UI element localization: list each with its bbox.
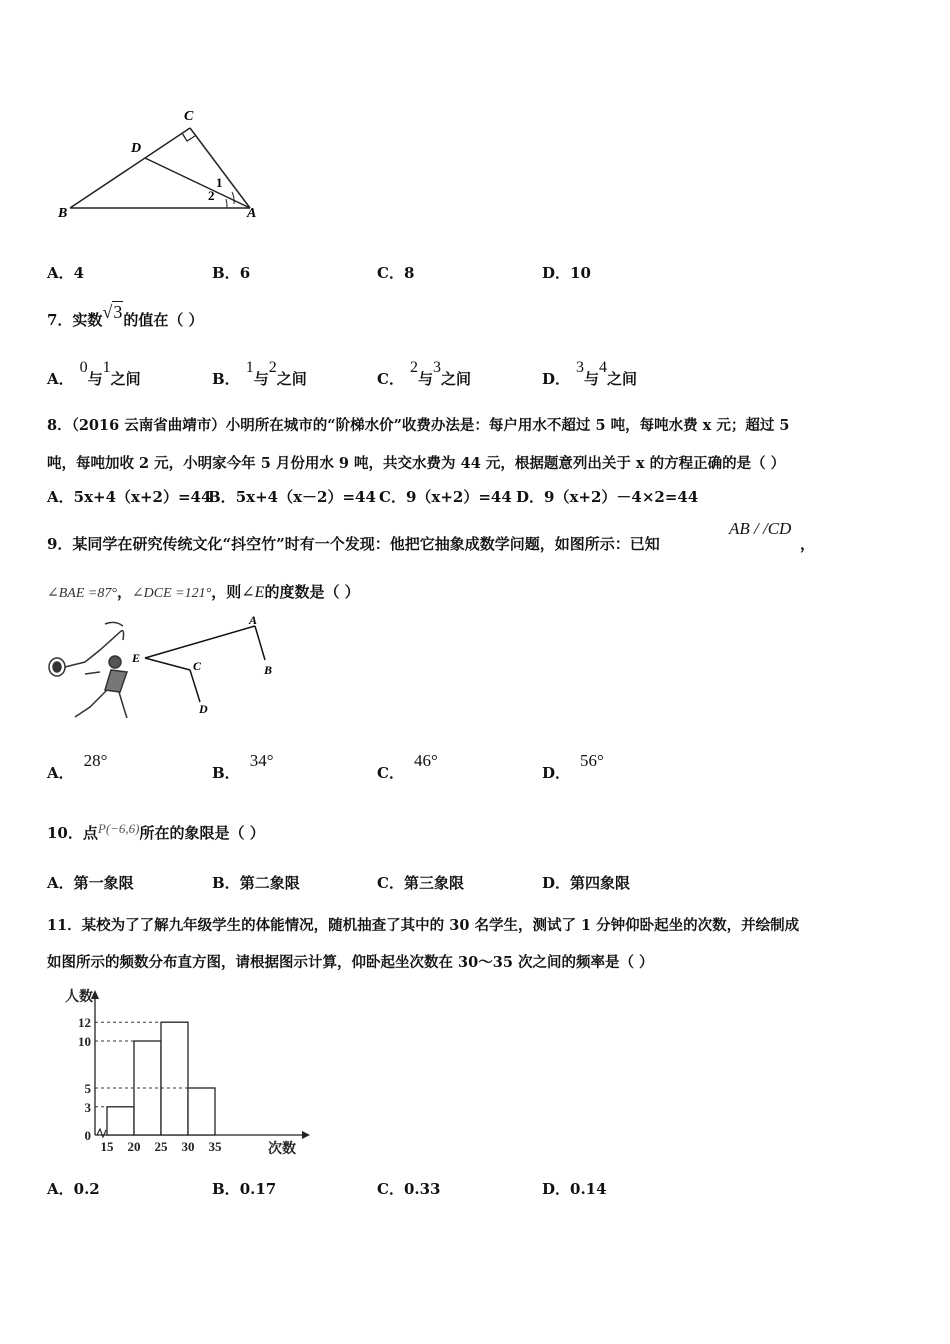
label-b: B [264, 663, 273, 677]
angle-arc-1 [232, 192, 234, 204]
q10-option-b[interactable] [212, 872, 300, 893]
option-letter: D． [516, 488, 545, 506]
person-leg-left [75, 690, 107, 717]
person-head [109, 656, 121, 668]
q9-option-a[interactable] [47, 751, 108, 783]
segment-ab [255, 626, 265, 660]
q7-suffix: 的值在（ ） [123, 311, 204, 329]
q8-line-2: 吨，每吨加收 2 元，小明家今年 5 月份用水 9 吨，共交水费为 44 元，根据题意列出关于 x 的方程正确的是（ ） [47, 455, 786, 472]
option-letter: B． [212, 874, 240, 892]
histogram-chart [40, 985, 310, 1160]
x-axis-arrow [302, 1131, 310, 1139]
option-value: 46° [413, 751, 438, 770]
option-letter: B． [212, 1180, 240, 1198]
option-mid: 与 [253, 370, 269, 388]
y-axis-title: 人数 [65, 990, 93, 1005]
q10-suffix: 所在的象限是（ ） [139, 824, 265, 842]
label-d: D [199, 702, 208, 716]
radicand: 3 [113, 302, 123, 322]
separator: ， [116, 583, 132, 601]
x-tick-label: 25 [154, 1139, 168, 1154]
option-value-a: 0 [79, 359, 88, 376]
angle-dce: ∠DCE =121° [131, 586, 212, 601]
q11-line-2: 如图所示的频数分布直方图，请根据图示计算，仰卧起坐次数在 30～35 次之间的频率是（ ） [47, 954, 654, 971]
q9-line-2 [47, 581, 360, 602]
then-text: ，则 [211, 583, 242, 601]
angle-bae: ∠BAE =87° [47, 586, 117, 601]
option-letter: A． [47, 764, 74, 782]
x-axis-title: 次数 [268, 1142, 296, 1157]
option-end: 之间 [607, 370, 638, 388]
option-mid: 与 [87, 370, 103, 388]
label-c: C [193, 659, 202, 673]
y-tick-label: 0 [84, 1128, 91, 1143]
option-letter: C． [379, 488, 406, 506]
option-mid: 与 [417, 370, 433, 388]
point-p: P(−6,6) [97, 821, 140, 836]
q10-prefix: 10．点 [47, 824, 98, 842]
option-text: 5x+4（x+2）=44 [73, 488, 212, 506]
stick [105, 622, 123, 626]
option-letter: B． [208, 488, 236, 506]
histogram-bar [188, 1088, 215, 1135]
option-letter: B． [212, 764, 240, 782]
q9-tail: 的度数是（ ） [264, 583, 360, 601]
q7-option-d[interactable] [542, 359, 638, 389]
angle-e: ∠E [241, 584, 265, 601]
option-letter: D． [542, 764, 571, 782]
q6-option-a[interactable] [47, 262, 84, 283]
option-end: 之间 [110, 370, 141, 388]
label-b: B [58, 206, 68, 221]
option-letter: A． [47, 488, 74, 506]
option-letter: D． [542, 1180, 571, 1198]
diabolo-center [53, 662, 61, 672]
q7-option-a[interactable] [47, 359, 141, 389]
q10-stem [47, 822, 265, 843]
option-letter: B． [212, 370, 240, 388]
q11-line-1: 11．某校为了了解九年级学生的体能情况，随机抽查了其中的 30 名学生，测试了 1 分钟仰卧起坐的次数，并绘制成 [47, 917, 800, 934]
option-letter: A． [47, 264, 74, 282]
person-illustration [49, 622, 127, 718]
q8-option-d[interactable] [516, 486, 698, 507]
label-d: D [131, 141, 142, 156]
q6-option-b[interactable] [212, 262, 250, 283]
label-a: A [247, 206, 257, 221]
q11-option-b[interactable] [212, 1178, 276, 1199]
sqrt-radical [102, 302, 123, 322]
label-angle-1: 1 [216, 175, 223, 190]
x-tick-label: 35 [208, 1139, 222, 1154]
q8-option-b[interactable] [208, 486, 376, 507]
q11-option-c[interactable] [377, 1178, 441, 1199]
option-mid: 与 [584, 370, 600, 388]
label-e: E [132, 651, 141, 665]
option-value-a: 3 [576, 359, 585, 376]
person-arm [85, 672, 100, 674]
q8-option-a[interactable] [47, 486, 211, 507]
histogram-bar [107, 1107, 134, 1135]
option-letter: A． [47, 370, 74, 388]
q9-option-b[interactable] [212, 751, 274, 783]
label-a: A [249, 613, 258, 627]
y-tick-label: 5 [84, 1081, 91, 1096]
x-tick-label: 30 [181, 1139, 195, 1154]
q11-option-d[interactable] [542, 1178, 607, 1199]
q10-option-a[interactable] [47, 872, 134, 893]
option-text: 第三象限 [403, 874, 464, 892]
segment-bc [70, 128, 190, 208]
triangle-figure [50, 100, 280, 230]
option-letter: B． [212, 264, 240, 282]
option-letter: D． [542, 874, 571, 892]
option-text: 0.17 [239, 1180, 277, 1198]
segment-cd [190, 670, 200, 702]
option-letter: C． [377, 764, 404, 782]
option-text: 8 [403, 264, 415, 282]
y-tick-label: 10 [78, 1034, 91, 1049]
kongzhu-figure [45, 612, 285, 727]
q8-option-c[interactable] [379, 486, 512, 507]
q10-option-c[interactable] [377, 872, 464, 893]
option-text: 0.33 [403, 1180, 441, 1198]
histogram-bars [107, 1022, 215, 1135]
q7-option-b[interactable] [212, 359, 307, 389]
arm-upper [120, 631, 124, 640]
label-c: C [184, 109, 194, 124]
right-angle-mark [182, 133, 195, 141]
option-value-b: 3 [432, 359, 441, 376]
option-text: 9（x+2）－4×2=44 [544, 488, 699, 506]
option-value-a: 2 [409, 359, 418, 376]
option-letter: D． [542, 370, 571, 388]
y-tick-label: 12 [78, 1015, 91, 1031]
angle-arc-2 [226, 199, 227, 208]
q9-comma: ， [800, 535, 816, 553]
y-tick-label: 3 [84, 1099, 91, 1115]
q11-option-a[interactable] [47, 1178, 100, 1199]
q9-option-d[interactable] [542, 751, 604, 783]
option-end: 之间 [440, 370, 471, 388]
option-value: 34° [249, 751, 274, 770]
segment-ac [190, 128, 250, 208]
option-value: 28° [83, 751, 108, 770]
option-value-b: 2 [268, 359, 277, 376]
axis-break-mark [97, 1129, 106, 1137]
x-tick-label: 20 [127, 1139, 141, 1154]
option-text: 5x+4（x－2）=44 [235, 488, 376, 506]
option-text: 第二象限 [239, 874, 300, 892]
option-text: 9（x+2）=44 [405, 488, 512, 506]
person-body [105, 670, 127, 692]
option-text: 0.2 [73, 1180, 100, 1198]
q9-parallel: AB / /CD [729, 519, 792, 538]
option-letter: A． [47, 874, 74, 892]
option-letter: A． [47, 1180, 74, 1198]
option-text: 第一象限 [73, 874, 134, 892]
option-letter: C． [377, 264, 404, 282]
person-leg-right [119, 692, 127, 718]
q9-line-1: 9．某同学在研究传统文化“抖空竹”时有一个发现：他把它抽象成数学问题，如图所示：已知 [47, 535, 660, 553]
q7-prefix: 7．实数 [47, 311, 103, 329]
option-text: 第四象限 [570, 874, 631, 892]
x-tick-label: 15 [100, 1139, 114, 1154]
q10-option-d[interactable] [542, 872, 630, 893]
option-value-b: 4 [599, 359, 608, 376]
q6-option-c[interactable] [377, 262, 414, 283]
q8-line-1: 8．（2016 云南省曲靖市）小明所在城市的“阶梯水价”收费办法是：每户用水不超过 5 吨，每吨水费 x 元；超过 5 [47, 417, 790, 434]
option-letter: C． [377, 1180, 404, 1198]
option-value: 56° [580, 751, 604, 770]
option-text: 4 [73, 264, 85, 282]
segment-ec [145, 658, 190, 670]
histogram-bar [161, 1022, 188, 1135]
q7-option-c[interactable] [377, 359, 471, 389]
segment-ea [145, 626, 255, 658]
option-text: 6 [239, 264, 251, 282]
q6-option-d[interactable] [542, 262, 591, 283]
option-text: 10 [570, 264, 591, 282]
option-letter: C． [377, 370, 404, 388]
option-letter: D． [542, 264, 571, 282]
option-end: 之间 [276, 370, 307, 388]
option-value-a: 1 [245, 359, 254, 376]
radical-sign: √ [102, 302, 113, 322]
option-text: 0.14 [570, 1180, 607, 1198]
label-angle-2: 2 [208, 188, 215, 203]
option-letter: C． [377, 874, 404, 892]
q9-option-c[interactable] [377, 751, 438, 783]
q7-stem [47, 302, 204, 330]
option-value-b: 1 [102, 359, 111, 376]
